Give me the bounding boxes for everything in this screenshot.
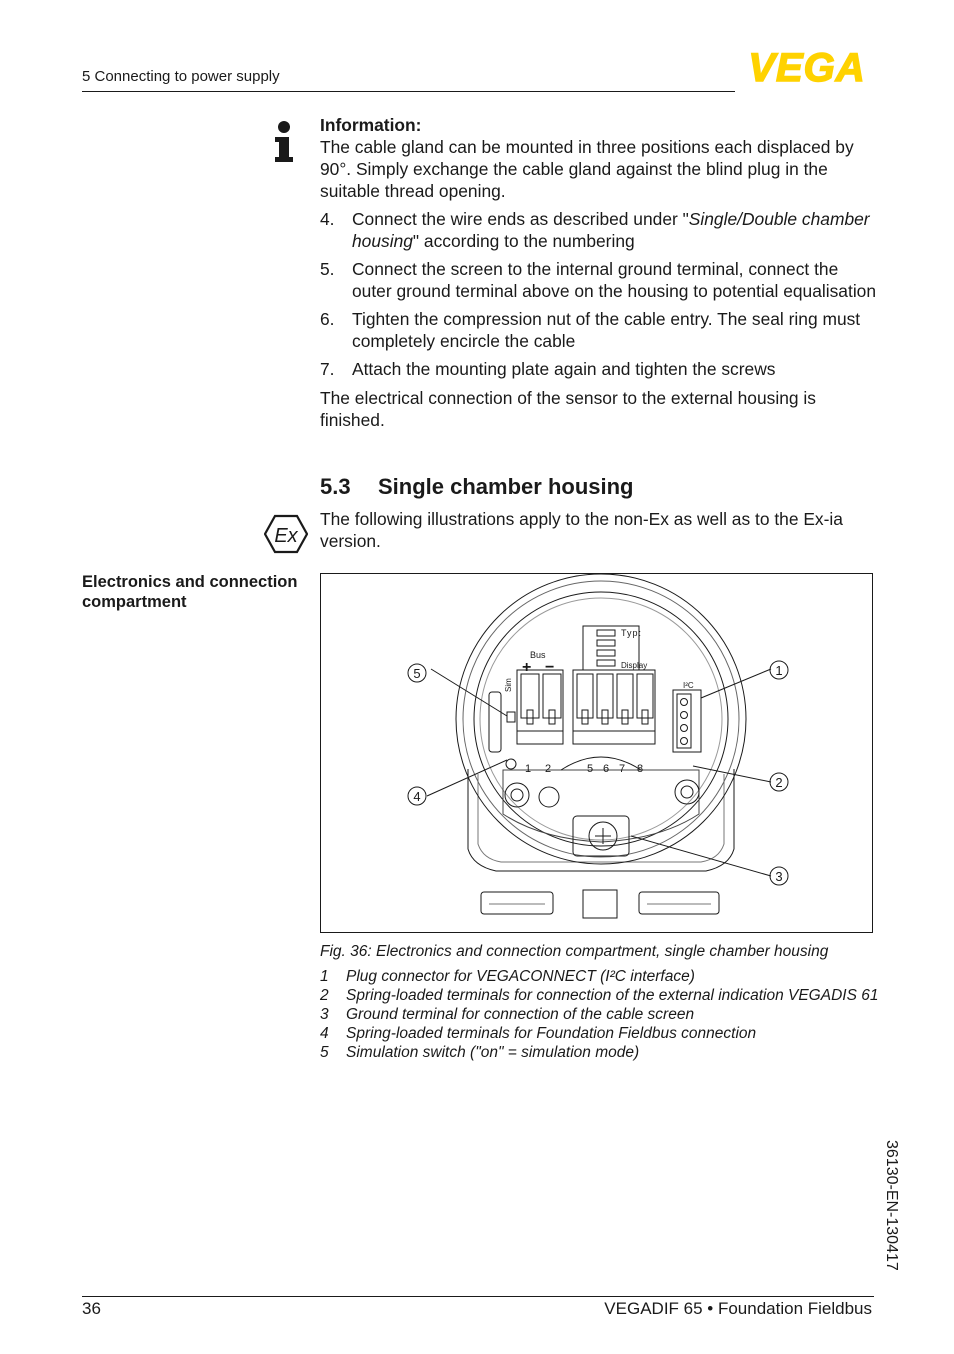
label-display: Display: [621, 661, 648, 670]
list-item: 4 Spring-loaded terminals for Foundation Fieldbus connection: [320, 1025, 757, 1042]
info-icon: [272, 120, 296, 164]
callout-5: 5: [413, 666, 421, 681]
vega-logo: [740, 50, 874, 86]
terminal-7: 7: [619, 763, 626, 775]
callout-1: 1: [775, 663, 783, 678]
callout-2: 2: [775, 775, 783, 790]
figure-legend: [320, 967, 880, 1062]
figure-frame: [320, 573, 873, 933]
information-block: [320, 114, 880, 431]
terminal-6: 6: [603, 763, 610, 775]
section-title: Single chamber housing: [378, 474, 634, 499]
list-item: 7. Attach the mounting plate again and tighten the screws: [320, 359, 776, 379]
terminal-2: 2: [545, 763, 552, 775]
housing-drawing: [321, 574, 872, 932]
section-number: 5.3: [320, 474, 351, 499]
info-title: Information:: [320, 115, 422, 135]
list-item: 3 Ground terminal for connection of the cable screen: [320, 1006, 695, 1023]
svg-text:Ex: Ex: [274, 525, 298, 547]
header-rule: [82, 91, 735, 92]
logo-text: VEGA: [748, 50, 866, 86]
steps-list: [320, 208, 880, 380]
list-item: 5 Simulation switch ("on" = simulation mode): [320, 1044, 640, 1061]
document-number: 36130-EN-130417: [883, 1140, 900, 1271]
terminal-5: 5: [587, 763, 594, 775]
list-item: 6. Tighten the compression nut of the cable entry. The seal ring must completely encircle the cable: [320, 309, 861, 351]
list-item: 1 Plug connector for VEGACONNECT (I²C interface): [320, 968, 695, 985]
ex-hazard-icon: [264, 514, 308, 554]
product-name: VEGADIF 65 • Foundation Fieldbus: [604, 1299, 872, 1318]
terminal-8: 8: [637, 763, 644, 775]
callout-4: 4: [413, 789, 421, 804]
list-item: 4. Connect the wire ends as described under "Single/Double chamber housing" according to the numbering: [320, 209, 870, 251]
label-bus: Bus: [530, 650, 546, 660]
section-heading: [320, 474, 633, 500]
callout-3: 3: [775, 869, 783, 884]
label-sim: Sim: [504, 678, 513, 692]
page-number: 36: [82, 1299, 101, 1318]
label-plus: +: [522, 659, 532, 676]
list-item: 2 Spring-loaded terminals for connection of the external indication VEGADIS 61: [320, 987, 879, 1004]
footer-rule: [82, 1296, 874, 1297]
label-i2c: I²C: [683, 681, 694, 690]
margin-label: Electronics and connection compartment: [82, 573, 298, 611]
terminal-1: 1: [525, 763, 532, 775]
figure-caption: Fig. 36: Electronics and connection compartment, single chamber housing: [320, 943, 829, 960]
label-typ: Typ:: [621, 628, 643, 638]
running-header: 5 Connecting to power supply: [82, 68, 280, 85]
finish-text: The electrical connection of the sensor to the external housing is finished.: [320, 388, 816, 430]
label-minus: −: [545, 659, 555, 676]
info-text: The cable gland can be mounted in three positions each displaced by 90°. Simply exchange the cable gland against the blind plug in the suitable thread opening.: [320, 137, 854, 201]
list-item: 5. Connect the screen to the internal ground terminal, connect the outer ground terminal above on the housing to potential equalisation: [320, 259, 877, 301]
ex-note: The following illustrations apply to the non-Ex as well as to the Ex-ia version.: [320, 509, 843, 551]
